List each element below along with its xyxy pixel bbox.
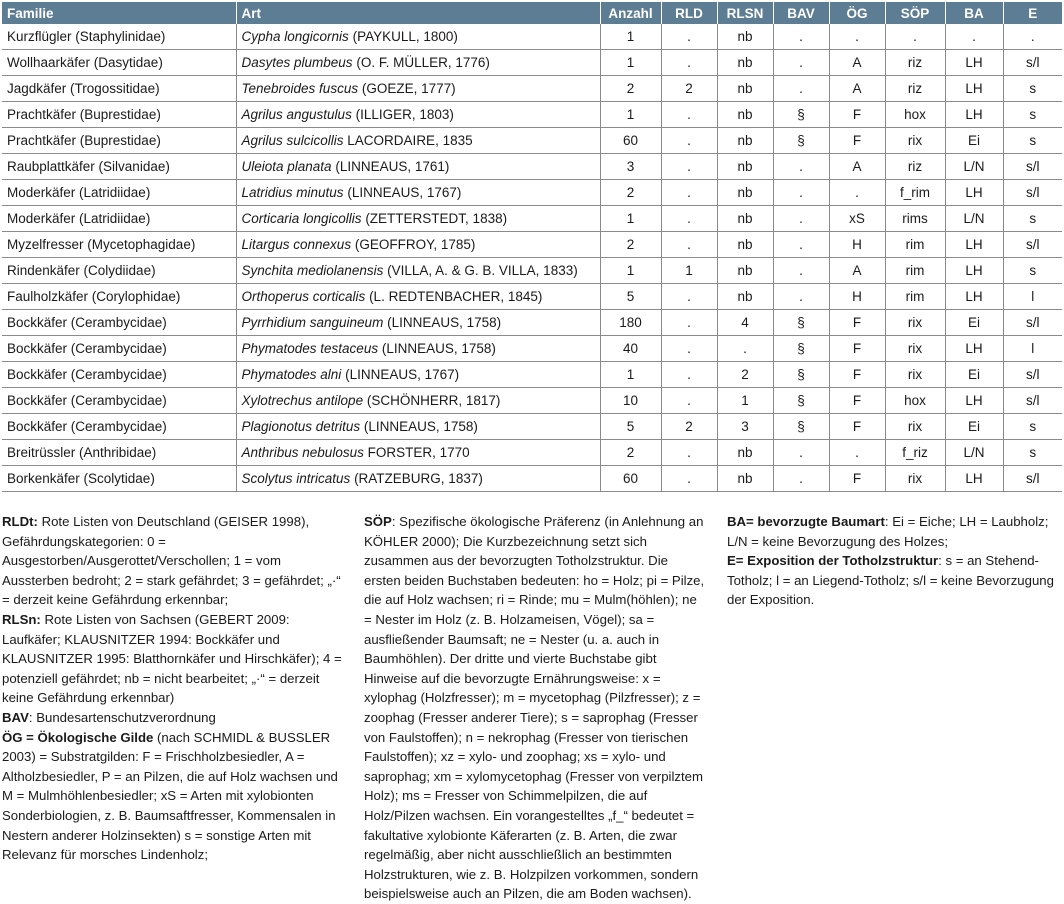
species-author: (GOEZE, 1777) [361, 81, 456, 96]
cell-ba: L/N [945, 440, 1003, 466]
cell-familie: Kurzflügler (Staphylinidae) [2, 24, 236, 50]
cell-bav: . [773, 232, 829, 258]
cell-sop: rix [885, 336, 945, 362]
cell-rld: . [661, 128, 717, 154]
cell-art [236, 206, 600, 232]
species-name: Orthoperus corticalis [241, 289, 366, 304]
cell-familie: Myzelfresser (Mycetophagidae) [2, 232, 236, 258]
cell-rld: . [661, 24, 717, 50]
cell-familie: Moderkäfer (Latridiidae) [2, 180, 236, 206]
species-name: Phymatodes testaceus [241, 341, 379, 356]
cell-og: F [829, 128, 885, 154]
cell-anzahl: 1 [600, 258, 661, 284]
cell-rlsn: nb [717, 180, 773, 206]
table-row [2, 414, 1062, 440]
table-row [2, 310, 1062, 336]
cell-e: l [1003, 336, 1062, 362]
cell-rlsn: 4 [717, 310, 773, 336]
legend [0, 512, 1064, 902]
legend-column-1 [2, 512, 342, 865]
cell-familie: Bockkäfer (Cerambycidae) [2, 388, 236, 414]
cell-sop: hox [885, 102, 945, 128]
cell-og: . [829, 180, 885, 206]
species-name: Latridius minutus [241, 185, 344, 200]
cell-sop: f_rim [885, 180, 945, 206]
cell-sop: riz [885, 154, 945, 180]
cell-rlsn: nb [717, 284, 773, 310]
cell-sop: rix [885, 310, 945, 336]
cell-og: F [829, 362, 885, 388]
cell-ba: LH [945, 284, 1003, 310]
cell-bav: . [773, 206, 829, 232]
header-e: E [1003, 2, 1062, 24]
header-ba: BA [945, 2, 1003, 24]
species-name: Cypha longicornis [241, 29, 349, 44]
cell-og: . [829, 440, 885, 466]
table-row [2, 258, 1062, 284]
cell-ba: LH [945, 180, 1003, 206]
species-author: (PAYKULL, 1800) [352, 29, 458, 44]
cell-sop: rix [885, 414, 945, 440]
cell-sop: f_riz [885, 440, 945, 466]
cell-familie: Raubplattkäfer (Silvanidae) [2, 154, 236, 180]
cell-rld: . [661, 440, 717, 466]
cell-ba: Ei [945, 128, 1003, 154]
cell-familie: Bockkäfer (Cerambycidae) [2, 336, 236, 362]
cell-sop: rix [885, 466, 945, 492]
cell-e: s/l [1003, 310, 1062, 336]
cell-og: F [829, 102, 885, 128]
table-row [2, 24, 1062, 50]
cell-art [236, 440, 600, 466]
cell-ba: LH [945, 388, 1003, 414]
cell-og: xS [829, 206, 885, 232]
table-header-row [2, 2, 1062, 24]
species-name: Agrilus angustulus [241, 107, 352, 122]
cell-rld: . [661, 206, 717, 232]
cell-art [236, 232, 600, 258]
cell-rlsn: nb [717, 206, 773, 232]
cell-familie: Borkenkäfer (Scolytidae) [2, 466, 236, 492]
cell-og: . [829, 24, 885, 50]
cell-familie: Moderkäfer (Latridiidae) [2, 206, 236, 232]
cell-e: l [1003, 284, 1062, 310]
cell-bav: . [773, 24, 829, 50]
cell-anzahl: 10 [600, 388, 661, 414]
cell-ba: . [945, 24, 1003, 50]
header-bav: BAV [773, 2, 829, 24]
table-row [2, 362, 1062, 388]
cell-familie: Rindenkäfer (Colydiidae) [2, 258, 236, 284]
cell-rlsn: 1 [717, 388, 773, 414]
cell-sop: hox [885, 388, 945, 414]
cell-bav: . [773, 284, 829, 310]
cell-sop: riz [885, 50, 945, 76]
cell-familie: Breitrüssler (Anthribidae) [2, 440, 236, 466]
table-row [2, 102, 1062, 128]
legend-ba: BA= bevorzugte Baumart: Ei = Eiche; LH = Laubholz; L/N = keine Bevorzugung des Holzes; [727, 514, 1049, 549]
cell-art [236, 180, 600, 206]
cell-e: s [1003, 440, 1062, 466]
species-author: (LINNEAUS, 1767) [345, 367, 460, 382]
cell-anzahl: 180 [600, 310, 661, 336]
cell-art [236, 362, 600, 388]
header-rlsn: RLSN [717, 2, 773, 24]
header-sop: SÖP [885, 2, 945, 24]
cell-og: F [829, 310, 885, 336]
cell-og: F [829, 388, 885, 414]
cell-og: F [829, 336, 885, 362]
cell-anzahl: 2 [600, 232, 661, 258]
species-name: Plagionotus detritus [241, 419, 361, 434]
cell-og: A [829, 258, 885, 284]
table-row [2, 180, 1062, 206]
cell-rlsn: nb [717, 440, 773, 466]
species-author: (L. REDTENBACHER, 1845) [369, 289, 543, 304]
cell-e: s [1003, 258, 1062, 284]
cell-anzahl: 5 [600, 414, 661, 440]
species-name: Agrilus sulcicollis [241, 133, 344, 148]
cell-bav: § [773, 414, 829, 440]
cell-bav: § [773, 388, 829, 414]
legend-column-2 [364, 512, 708, 904]
cell-e: s [1003, 414, 1062, 440]
table-row [2, 284, 1062, 310]
legend-rldt: RLDt: Rote Listen von Deutschland (GEISER 1998), Gefährdungskategorien: 0 = Ausgestorben/Ausgerottet/Verschollen; 1 = vom Aussterben bedroht; 2 = stark gefährdet; 3 = gefährdet; „·“ = derzeit keine Gefährdung erkennbar; [2, 514, 341, 608]
cell-ba: LH [945, 232, 1003, 258]
species-author: (VILLA, A. & G. B. VILLA, 1833) [387, 263, 578, 278]
species-table [2, 2, 1062, 492]
cell-e: s/l [1003, 232, 1062, 258]
header-familie: Familie [2, 2, 236, 24]
cell-og: A [829, 50, 885, 76]
species-author: (GEOFFROY, 1785) [354, 237, 476, 252]
cell-rlsn: . [717, 336, 773, 362]
species-author: (LINNEAUS, 1758) [381, 341, 496, 356]
cell-og: A [829, 154, 885, 180]
cell-familie: Wollhaarkäfer (Dasytidae) [2, 50, 236, 76]
cell-familie: Bockkäfer (Cerambycidae) [2, 362, 236, 388]
cell-art [236, 336, 600, 362]
cell-ba: LH [945, 102, 1003, 128]
cell-e: s/l [1003, 388, 1062, 414]
species-author: (LINNEAUS, 1761) [335, 159, 450, 174]
species-author: (RATZEBURG, 1837) [354, 471, 483, 486]
cell-og: H [829, 284, 885, 310]
species-name: Anthribus nebulosus [241, 445, 364, 460]
cell-rld: . [661, 102, 717, 128]
cell-anzahl: 1 [600, 50, 661, 76]
cell-ba: Ei [945, 362, 1003, 388]
species-author: (LINNEAUS, 1758) [363, 419, 478, 434]
cell-art [236, 102, 600, 128]
cell-og: F [829, 466, 885, 492]
cell-art [236, 154, 600, 180]
species-author: (O. F. MÜLLER, 1776) [356, 55, 490, 70]
cell-rld: . [661, 362, 717, 388]
table-row [2, 76, 1062, 102]
cell-rlsn: nb [717, 24, 773, 50]
cell-anzahl: 40 [600, 336, 661, 362]
cell-bav: § [773, 336, 829, 362]
cell-anzahl: 60 [600, 466, 661, 492]
cell-ba: LH [945, 466, 1003, 492]
table-row [2, 128, 1062, 154]
species-name: Uleiota planata [241, 159, 332, 174]
cell-anzahl: 1 [600, 362, 661, 388]
cell-sop: rix [885, 128, 945, 154]
cell-rld: . [661, 466, 717, 492]
cell-ba: LH [945, 336, 1003, 362]
legend-bav: BAV: Bundesartenschutzverordnung [2, 709, 216, 725]
table-row [2, 232, 1062, 258]
header-og: ÖG [829, 2, 885, 24]
cell-bav: . [773, 180, 829, 206]
cell-anzahl: 5 [600, 284, 661, 310]
cell-e: s/l [1003, 466, 1062, 492]
cell-familie: Faulholzkäfer (Corylophidae) [2, 284, 236, 310]
cell-e: s/l [1003, 154, 1062, 180]
cell-og: A [829, 76, 885, 102]
cell-sop: riz [885, 76, 945, 102]
table-row [2, 466, 1062, 492]
species-author: FORSTER, 1770 [367, 445, 470, 460]
cell-art [236, 414, 600, 440]
cell-rlsn: 3 [717, 414, 773, 440]
cell-anzahl: 60 [600, 128, 661, 154]
cell-ba: Ei [945, 310, 1003, 336]
legend-column-3 [727, 512, 1063, 610]
cell-art [236, 466, 600, 492]
cell-bav: § [773, 102, 829, 128]
cell-sop: rix [885, 362, 945, 388]
cell-bav: . [773, 154, 829, 180]
legend-e: E= Exposition der Totholzstruktur: s = an Stehend-Totholz; l = an Liegend-Totholz; s/l = keine Bevorzugung der Exposition. [727, 553, 1054, 608]
cell-anzahl: 1 [600, 102, 661, 128]
cell-e: s/l [1003, 362, 1062, 388]
cell-anzahl: 2 [600, 180, 661, 206]
legend-sop: SÖP: Spezifische ökologische Präferenz (in Anlehnung an KÖHLER 2000); Die Kurzbezeichnung setzt sich zusammen aus der bevorzugten Totholzstruktur. Die ersten beiden Buchstaben bedeuten: ho = Holz; pi = Pilze, die auf Holz wachsen; ri = Rinde; mu = Mulm(höhlen); ne = Nester im Holz (z. B. Holzameisen, Vögel); sa = ausfließender Baumsaft; ne = Nester (u. a. auch in Baumhöhlen). Der dritte und vierte Buchstabe gibt Hinweise auf die bevorzugte Ernährungsweise: x = xylophag (Holzfresser); m = mycetophag (Pilzfresser); z = zoophag (Fresser anderer Tiere); s = saprophag (Fresser von Faulstoffen); n = nekrophag (Fresser von tierischen Faulstoffen); xz = xylo- und zoophag; xs = xylo- und saprophag; xm = xylomycetophag (Fresser von verpilztem Holz); ms = Fresser von Schimmelpilzen, die auf Holz/Pilzen wachsen. Ein vorangestelltes „f_“ bedeutet = fakultative xylobionte Käferarten (z. B. Arten, die zwar regelmäßig, aber nicht ausschließlich an bestimmten Holzstrukturen, wie z. B. Holzpilzen vorkommen, sondern beispielsweise auch an Pilzen, die am Boden wachsen). [364, 514, 705, 902]
cell-og: H [829, 232, 885, 258]
cell-rlsn: nb [717, 102, 773, 128]
cell-rlsn: nb [717, 154, 773, 180]
cell-rld: . [661, 154, 717, 180]
cell-art [236, 128, 600, 154]
species-name: Xylotrechus antilope [241, 393, 364, 408]
cell-e: s [1003, 206, 1062, 232]
cell-rld: . [661, 284, 717, 310]
cell-bav: . [773, 440, 829, 466]
species-author: (LINNEAUS, 1758) [387, 315, 502, 330]
cell-familie: Prachtkäfer (Buprestidae) [2, 128, 236, 154]
cell-art [236, 50, 600, 76]
cell-familie: Bockkäfer (Cerambycidae) [2, 310, 236, 336]
cell-rld: . [661, 336, 717, 362]
cell-art [236, 310, 600, 336]
cell-anzahl: 1 [600, 206, 661, 232]
cell-bav: . [773, 50, 829, 76]
cell-bav: . [773, 258, 829, 284]
legend-og: ÖG = Ökologische Gilde (nach SCHMIDL & BUSSLER 2003) = Substratgilden: F = Frischholzbesiedler, A = Altholzbesiedler, P = an Pilzen, die auf Holz wachsen und M = Mulmhöhlenbesiedler; xS = Arten mit xylobionten Sonderbiologien, z. B. Baumsaftfresser, Kommensalen in Nestern anderer Holzinsekten) s = sonstige Arten mit Relevanz für morsches Lindenholz; [2, 729, 338, 863]
cell-bav: § [773, 362, 829, 388]
cell-sop: . [885, 24, 945, 50]
cell-sop: rim [885, 284, 945, 310]
species-name: Pyrrhidium sanguineum [241, 315, 384, 330]
cell-rlsn: 2 [717, 362, 773, 388]
table-row [2, 336, 1062, 362]
species-author: LACORDAIRE, 1835 [347, 133, 473, 148]
cell-e: . [1003, 24, 1062, 50]
table-row [2, 206, 1062, 232]
cell-familie: Jagdkäfer (Trogossitidae) [2, 76, 236, 102]
cell-rld: . [661, 388, 717, 414]
cell-anzahl: 3 [600, 154, 661, 180]
cell-familie: Bockkäfer (Cerambycidae) [2, 414, 236, 440]
cell-familie: Prachtkäfer (Buprestidae) [2, 102, 236, 128]
cell-rlsn: nb [717, 466, 773, 492]
cell-rlsn: nb [717, 232, 773, 258]
cell-ba: LH [945, 50, 1003, 76]
cell-rld: . [661, 180, 717, 206]
cell-ba: L/N [945, 154, 1003, 180]
cell-e: s [1003, 128, 1062, 154]
cell-bav: . [773, 76, 829, 102]
species-name: Tenebroides fuscus [241, 81, 359, 96]
cell-bav: . [773, 466, 829, 492]
cell-sop: rim [885, 258, 945, 284]
cell-rlsn: nb [717, 76, 773, 102]
cell-rlsn: nb [717, 128, 773, 154]
cell-e: s/l [1003, 180, 1062, 206]
legend-rlsn: RLSn: Rote Listen von Sachsen (GEBERT 2009: Laufkäfer; KLAUSNITZER 1994: Bockkäfer und KLAUSNITZER 1995: Blatthornkäfer und Hirschkäfer); 4 = potenziell gefährdet; nb = nicht bearbeitet; „·“ = derzeit keine Gefährdung erkennbar) [2, 611, 342, 706]
species-author: (LINNEAUS, 1767) [347, 185, 462, 200]
species-name: Litargus connexus [241, 237, 352, 252]
cell-rld: 2 [661, 414, 717, 440]
species-name: Scolytus intricatus [241, 471, 351, 486]
cell-bav: § [773, 310, 829, 336]
species-name: Corticaria longicollis [241, 211, 362, 226]
cell-ba: L/N [945, 206, 1003, 232]
cell-anzahl: 2 [600, 440, 661, 466]
cell-ba: Ei [945, 414, 1003, 440]
cell-art [236, 284, 600, 310]
cell-rld: 2 [661, 76, 717, 102]
cell-art [236, 76, 600, 102]
species-author: (ZETTERSTEDT, 1838) [365, 211, 508, 226]
header-art: Art [236, 2, 600, 24]
cell-sop: rim [885, 232, 945, 258]
cell-rld: . [661, 50, 717, 76]
table-row [2, 440, 1062, 466]
table-row [2, 388, 1062, 414]
cell-ba: LH [945, 258, 1003, 284]
cell-ba: LH [945, 76, 1003, 102]
species-name: Dasytes plumbeus [241, 55, 353, 70]
cell-art [236, 258, 600, 284]
table-row [2, 154, 1062, 180]
cell-sop: rims [885, 206, 945, 232]
cell-e: s [1003, 76, 1062, 102]
cell-rld: . [661, 232, 717, 258]
cell-anzahl: 2 [600, 76, 661, 102]
cell-rld: 1 [661, 258, 717, 284]
cell-rlsn: nb [717, 50, 773, 76]
species-author: (ILLIGER, 1803) [355, 107, 454, 122]
species-name: Synchita mediolanensis [241, 263, 384, 278]
header-rld: RLD [661, 2, 717, 24]
cell-anzahl: 1 [600, 24, 661, 50]
cell-bav: § [773, 128, 829, 154]
cell-rlsn: nb [717, 258, 773, 284]
table-row [2, 50, 1062, 76]
cell-e: s/l [1003, 50, 1062, 76]
cell-art [236, 24, 600, 50]
header-anzahl: Anzahl [600, 2, 661, 24]
cell-og: F [829, 414, 885, 440]
cell-e: s [1003, 102, 1062, 128]
species-author: (SCHÖNHERR, 1817) [366, 393, 501, 408]
cell-art [236, 388, 600, 414]
species-name: Phymatodes alni [241, 367, 342, 382]
cell-rld: . [661, 310, 717, 336]
